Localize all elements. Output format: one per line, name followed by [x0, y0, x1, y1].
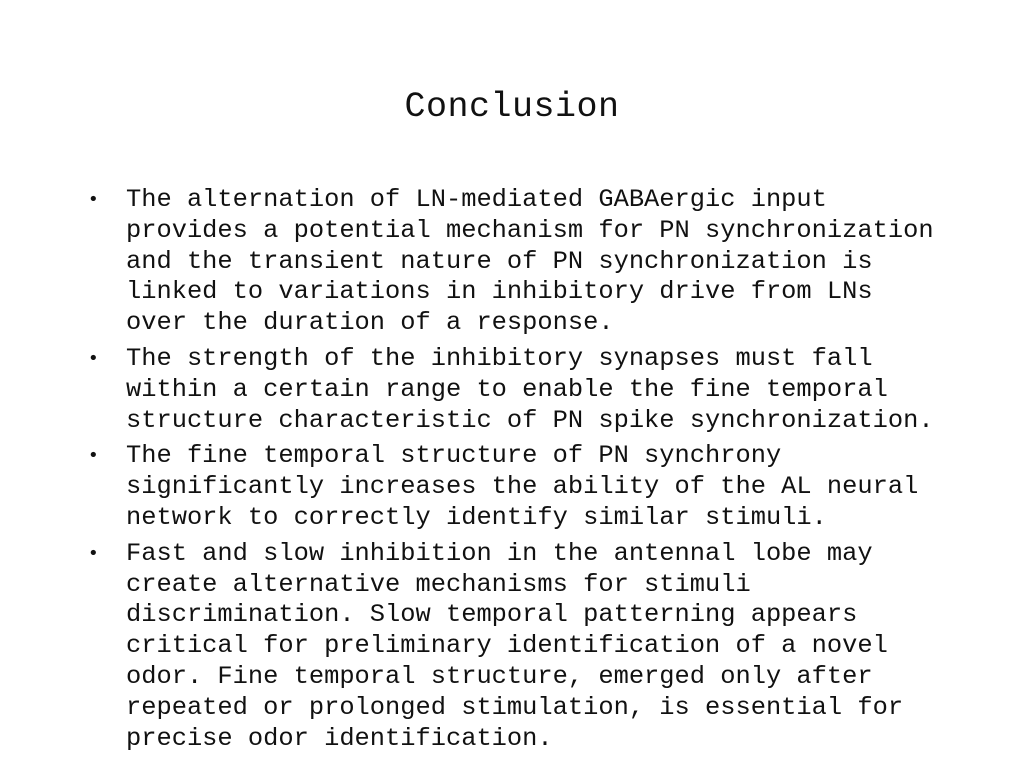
bullet-text-line: over the duration of a response.	[126, 308, 614, 338]
bullet-text-line: odor. Fine temporal structure, emerged only after	[126, 661, 873, 691]
bullet-icon: •	[88, 445, 99, 467]
bullet-text-line: network to correctly identify similar stimuli.	[126, 502, 827, 532]
bullet-item-4	[88, 538, 1006, 755]
bullet-text-line: linked to variations in inhibitory drive from LNs	[126, 277, 873, 307]
bullet-text-line: The alternation of LN-mediated GABAergic input	[126, 185, 827, 214]
bullet-item-2	[88, 343, 1006, 436]
bullet-text-line: The strength of the inhibitory synapses must fall	[126, 343, 873, 373]
bullet-icon: •	[88, 189, 99, 210]
bullet-item-1	[88, 185, 1006, 339]
bullet-text-line: provides a potential mechanism for PN synchronization	[126, 215, 934, 245]
bullet-text-line: discrimination. Slow temporal patterning appears	[126, 600, 858, 630]
bullet-text-line: Fast and slow inhibition in the antennal lobe may	[126, 538, 873, 568]
bullet-icon: •	[88, 542, 99, 564]
bullet-icon: •	[88, 347, 99, 369]
bullet-list	[88, 185, 1006, 759]
bullet-text-line: significantly increases the ability of the AL neural	[126, 472, 919, 502]
bullet-text-line: within a certain range to enable the fine temporal	[126, 374, 888, 404]
bullet-text-line: The fine temporal structure of PN synchrony	[126, 441, 782, 471]
bullet-text-line: critical for preliminary identification of a novel	[126, 631, 888, 661]
bullet-item-3	[88, 441, 1006, 533]
bullet-text-line: structure characteristic of PN spike synchronization.	[126, 405, 934, 435]
slide-title: Conclusion	[404, 87, 620, 127]
bullet-text-line: repeated or prolonged stimulation, is essential for	[126, 692, 904, 722]
bullet-text-line: and the transient nature of PN synchronization is	[126, 246, 873, 276]
bullet-text-line: create alternative mechanisms for stimuli	[126, 569, 751, 599]
bullet-text-line: precise odor identification.	[126, 723, 553, 753]
